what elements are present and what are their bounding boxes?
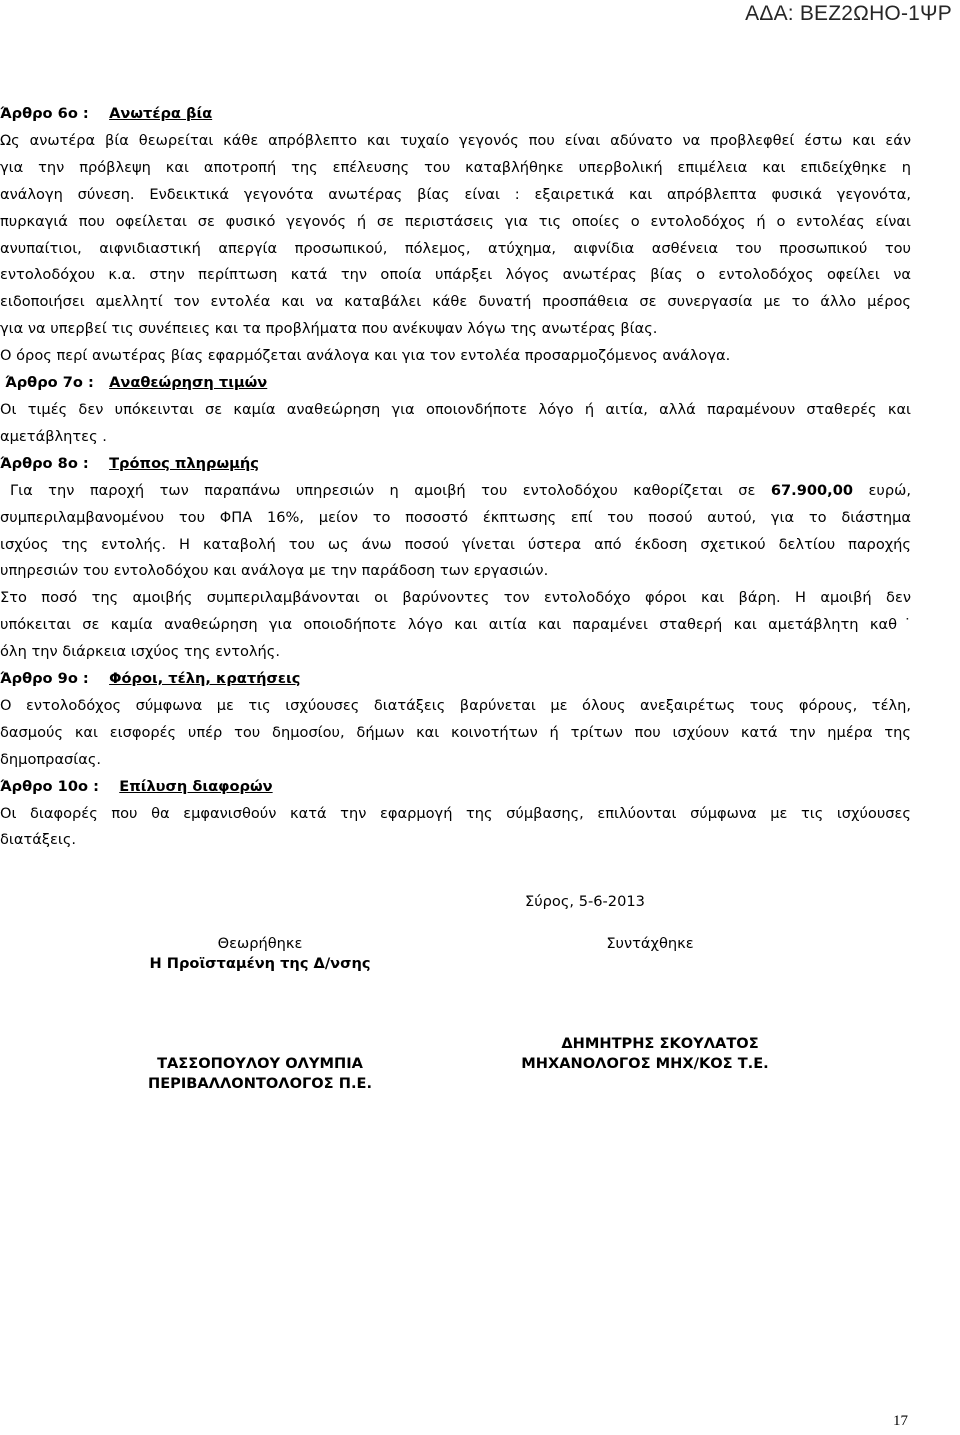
article-6-title: Ανωτέρα βία: [109, 105, 213, 122]
article-8-heading: [0, 451, 911, 478]
article-9-line: Ο εντολοδόχος σύμφωνα με τις ισχύουσες διατάξεις βαρύνεται με όλους ανεξαιρέτως τους φόρους, τέλη,: [0, 696, 911, 714]
article-9-line: δασμούς και εισφορές υπέρ του δημοσίου, δήμων και κοινοτήτων ή τρίτων που ισχύουν κατά την ημέρα της: [0, 723, 911, 741]
article-6-line: ανάλογη σύνεση. Ενδεικτικά γεγονότα ανωτέρας βίας είναι : εξαιρετικά και απρόβλεπτα φυσικά γεγονότα,: [0, 185, 911, 203]
article-10-line: Οι διαφορές που θα εμφανισθούν κατά την εφαρμογή της σύμβασης, επιλύονται σύμφωνα με τις ισχύουσες: [0, 804, 911, 822]
article-10-title: Επίλυση διαφορών: [119, 777, 273, 795]
article-8-label: Άρθρο 8ο :: [0, 454, 89, 472]
article-6-line: Ως ανωτέρα βία θεωρείται κάθε απρόβλεπτο και τυχαίο γεγονός που είναι αδύνατο να προβλεφθεί έστω και εάν: [0, 131, 911, 149]
article-8-title: Τρόπος πληρωμής: [109, 454, 259, 472]
page-number: 17: [893, 1413, 908, 1429]
article-8-amount: 67.900,00: [770, 481, 854, 499]
article-8-line: ισχύος της εντολής. Η καταβολή του ως άνω ποσού γίνεται ύστερα από έκδοση σχετικού δελτίου παροχής: [0, 535, 911, 553]
article-6-extra: Ο όρος περί ανωτέρας βίας εφαρμόζεται ανάλογα και για τον εντολέα προσαρμοζόμενος ανάλογα.: [0, 347, 731, 365]
place-date: Σύρος, 5-6-2013: [525, 893, 645, 910]
article-8-currency: ευρώ,: [853, 481, 911, 499]
article-9-label: Άρθρο 9ο :: [0, 670, 89, 688]
right-name: ΔΗΜΗΤΡΗΣ ΣΚΟΥΛΑΤΟΣ: [561, 1035, 759, 1052]
right-title: ΜΗΧΑΝΟΛΟΓΟΣ ΜΗΧ/ΚΟΣ Τ.Ε.: [521, 1055, 769, 1072]
article-9-line: δημοπρασίας.: [0, 750, 102, 768]
article-7-line: Οι τιμές δεν υπόκεινται σε καμία αναθεώρηση για οποιονδήποτε λόγο ή αιτία, αλλά παραμένουν σταθερές και: [0, 400, 911, 418]
right-role: Συντάχθηκε: [606, 935, 694, 952]
article-6-line: για να υπερβεί τις συνέπειες και τα προβλήματα που ανέκυψαν λόγω της ανωτέρας βίας.: [0, 320, 658, 338]
article-7-line: αμετάβλητες .: [0, 427, 107, 445]
left-title: ΠΕΡΙΒΑΛΛΟΝΤΟΛΟΓΟΣ Π.Ε.: [147, 1075, 373, 1092]
article-6-line: εντολοδόχου κ.α. στην περίπτωση κατά την οποία υπάρξει λόγος ανωτέρας βίας ο εντολοδόχος οφείλει να: [0, 266, 911, 284]
article-6-label: Άρθρο 6ο :: [0, 105, 89, 122]
article-6-line: για την πρόβλεψη και αποτροπή της επέλευσης του καταβλήθηκε υπερβολική επιμέλεια και επιδείχθηκε η: [0, 158, 911, 176]
article-6-line: πυρκαγιά που οφείλεται σε φυσικό γεγονός ή σε περιστάσεις για τις οποίες ο εντολοδόχος ή ο εντολέας είναι: [0, 212, 911, 230]
ada-code: ΑΔΑ: ΒΕΖ2ΩΗΟ-1ΨΡ: [745, 2, 952, 25]
left-role: Θεωρήθηκε: [217, 935, 303, 952]
article-8-line: υπηρεσιών του εντολοδόχου και ανάλογα με την παράδοση των εργασιών.: [0, 562, 549, 580]
article-6-heading: [0, 101, 911, 128]
article-8-text: Για την παροχή των παραπάνω υπηρεσιών η αμοιβή του εντολοδόχου καθορίζεται σε: [10, 481, 771, 499]
left-position: Η Προϊσταμένη της Δ/νσης: [149, 955, 371, 972]
article-7-title: Αναθεώρηση τιμών: [109, 374, 268, 392]
article-8-line: Στο ποσό της αμοιβής συμπεριλαμβάνονται οι βαρύνοντες τον εντολοδόχο φόροι και βάρη. Η αμοιβή δεν: [0, 589, 911, 607]
article-7-heading: [0, 370, 911, 397]
left-name: ΤΑΣΣΟΠΟΥΛΟΥ ΟΛΥΜΠΙΑ: [157, 1055, 363, 1072]
article-6-line: ανυπαίτιοι, αιφνιδιαστική απεργία προσωπικού, πόλεμος, ατύχημα, αιφνίδια ασθένεια του προσωπικού του: [0, 239, 911, 257]
article-7-label: Άρθρο 7ο :: [5, 374, 94, 392]
article-8-line: συμπεριλαμβανομένου του ΦΠΑ 16%, μείον το ποσοστό έκπτωσης επί του ποσού αυτού, για το διάστημα: [0, 508, 911, 526]
document-body: [0, 101, 911, 854]
article-8-line: όλη την διάρκεια ισχύος της εντολής.: [0, 643, 280, 661]
article-8-line: υπόκειται σε καμία αναθεώρηση για οποιοδήποτε λόγο και αιτία και παραμένει σταθερή και αμετάβλητη καθ˙: [0, 616, 911, 634]
article-6-line: ειδοποιήσει αμελλητί τον εντολέα και να καταβάλει κάθε δυνατή προσπάθεια σε συνεργασία με το άλλο μέρος: [0, 293, 911, 311]
article-8-line-first: [0, 478, 911, 505]
article-10-label: Άρθρο 10ο :: [0, 777, 99, 795]
article-10-heading: [0, 774, 911, 801]
article-10-line: διατάξεις.: [0, 831, 77, 849]
article-9-title: Φόροι, τέλη, κρατήσεις: [109, 670, 301, 688]
article-9-heading: [0, 666, 911, 693]
